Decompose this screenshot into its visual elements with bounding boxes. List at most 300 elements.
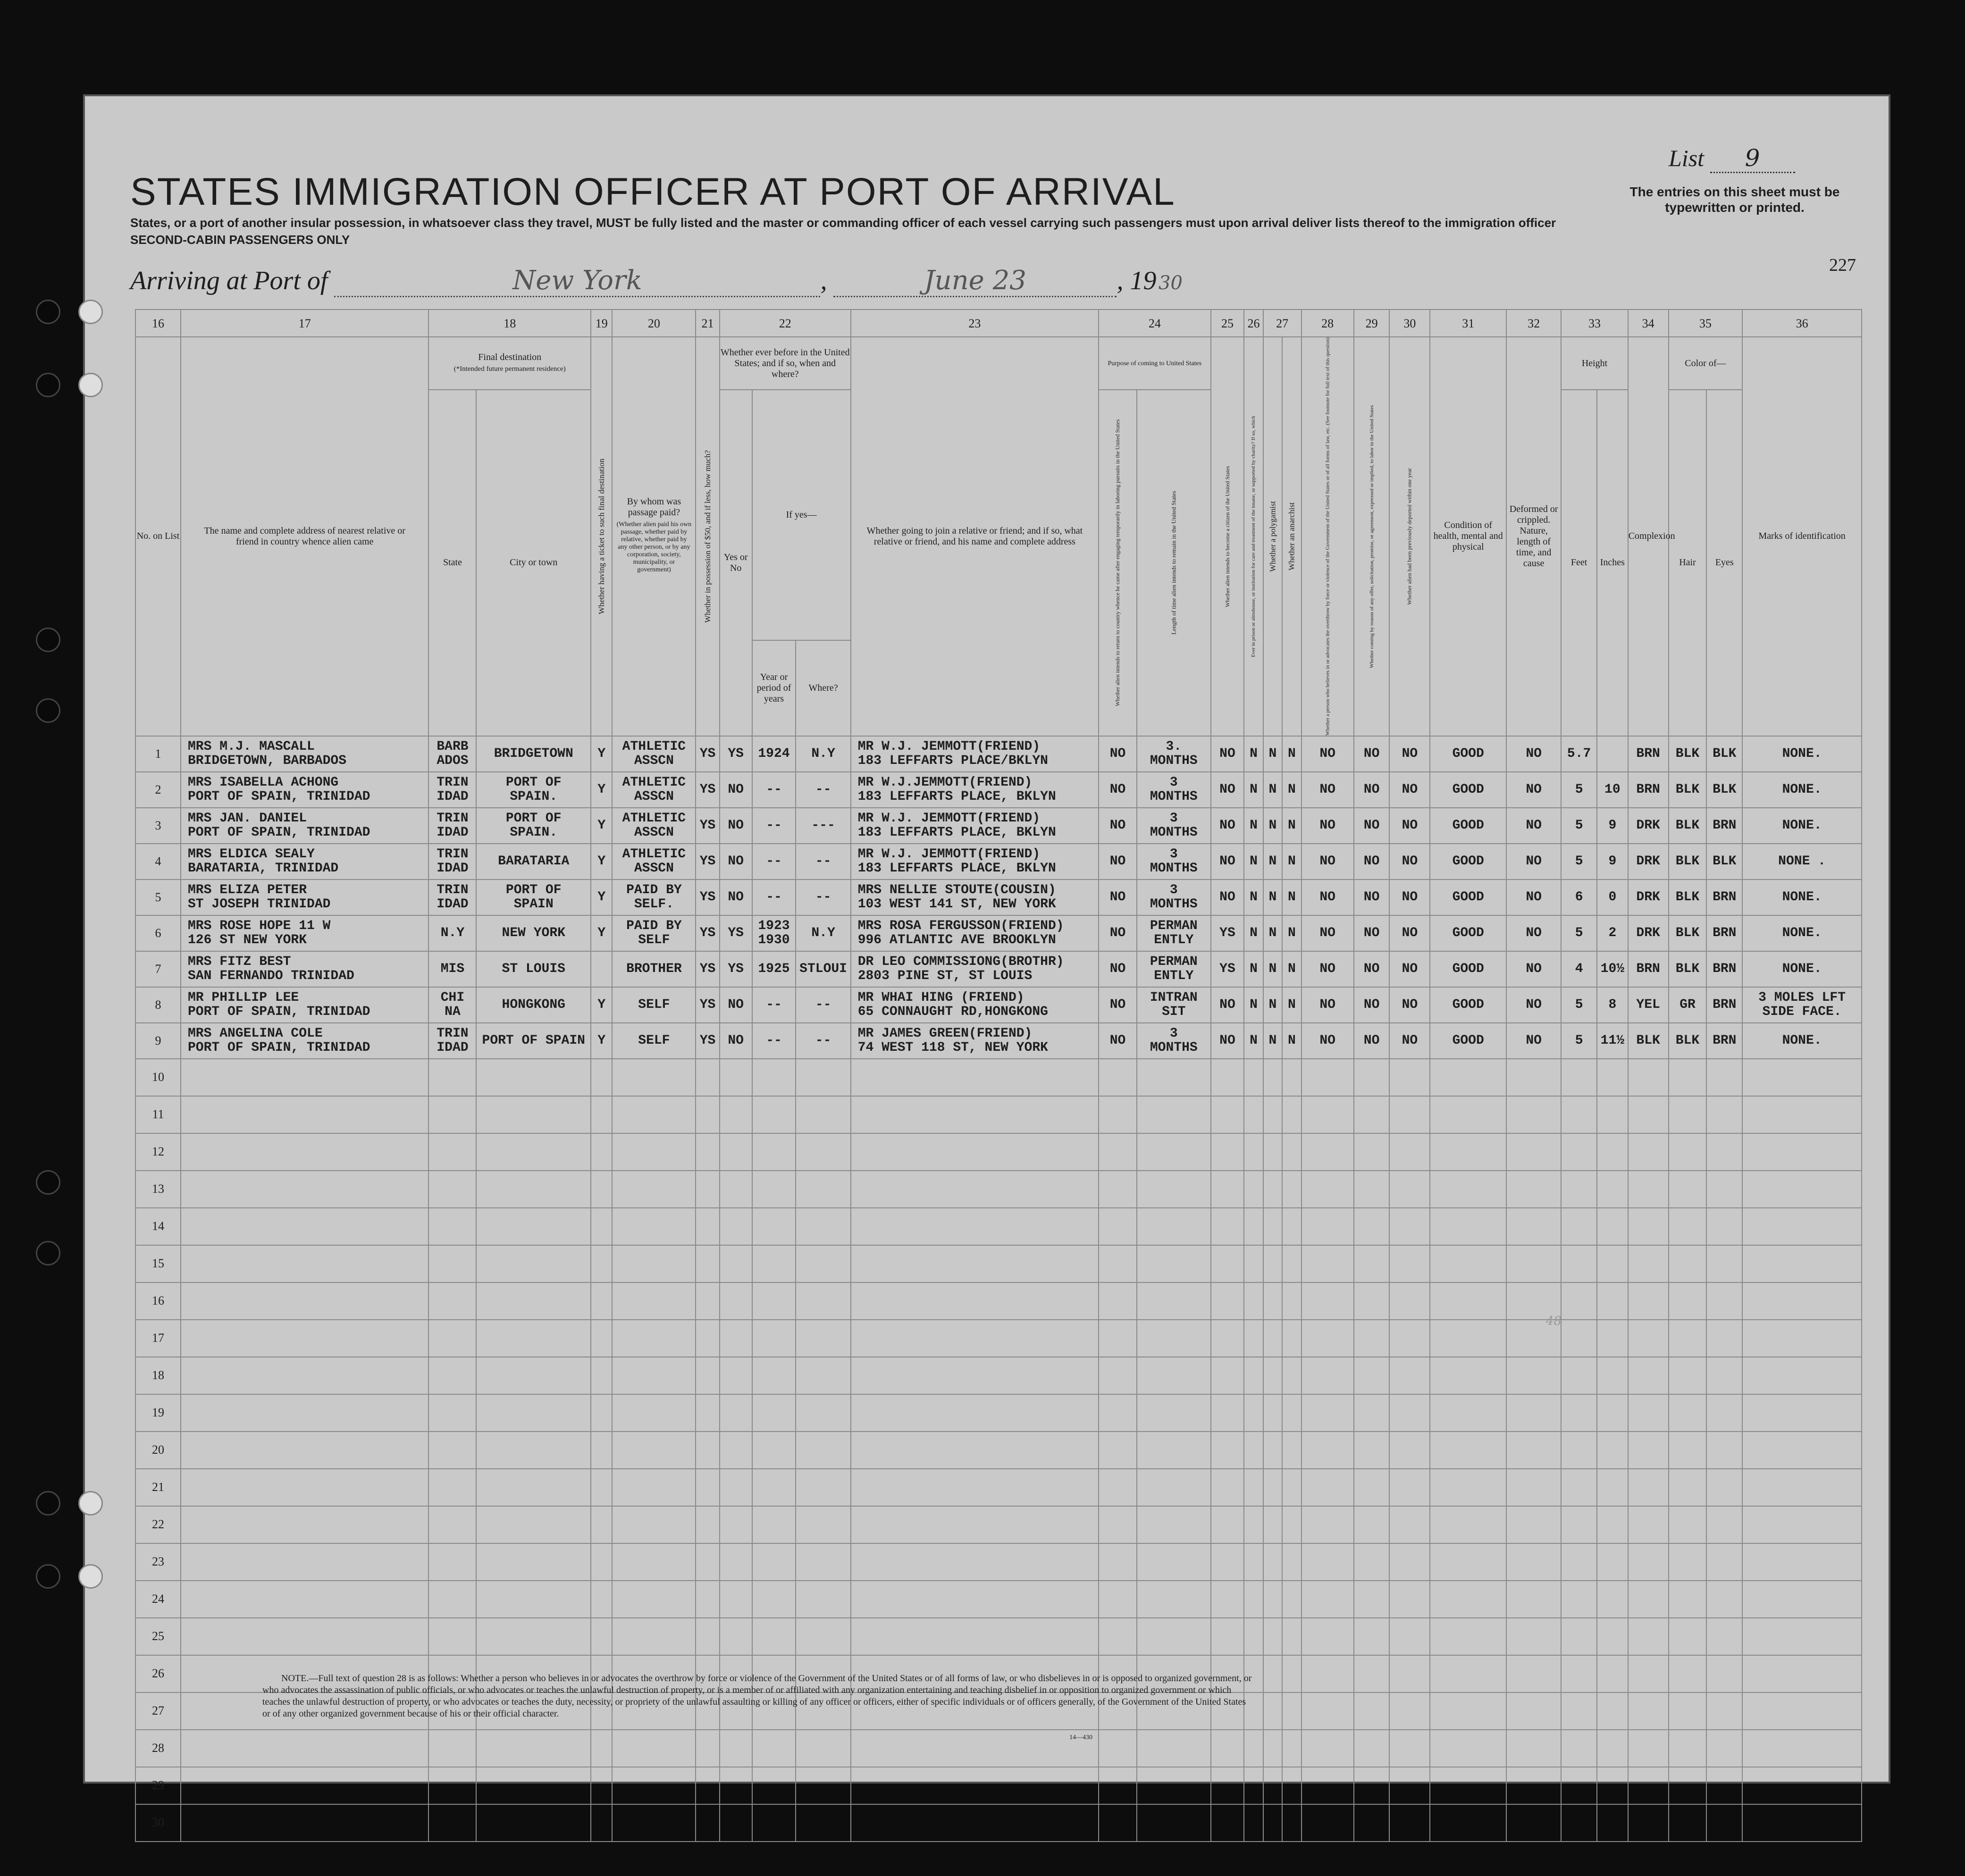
empty-cell xyxy=(1282,1320,1301,1357)
empty-cell xyxy=(1742,1357,1862,1394)
empty-cell xyxy=(1742,1208,1862,1245)
header-feet: Feet xyxy=(1561,390,1597,736)
empty-row xyxy=(135,1394,1862,1432)
paid-by-cell: BROTHER xyxy=(612,951,696,987)
row-number: 7 xyxy=(135,951,181,987)
empty-cell xyxy=(1706,1245,1742,1282)
empty-cell xyxy=(1263,1618,1282,1655)
empty-cell xyxy=(1561,1357,1597,1394)
empty-cell xyxy=(1669,1432,1707,1469)
empty-cell xyxy=(1244,1394,1263,1432)
header-relative-home: The name and complete address of nearest relative or friend in country whence alien came xyxy=(181,337,428,736)
empty-cell xyxy=(1302,1469,1354,1506)
empty-row xyxy=(135,1320,1862,1357)
empty-cell xyxy=(1263,1394,1282,1432)
empty-cell xyxy=(851,1357,1099,1394)
header-if-yes: If yes— xyxy=(752,390,851,640)
list-box xyxy=(1669,144,1795,173)
citizen-cell: NO xyxy=(1211,772,1244,808)
empty-cell xyxy=(1137,1543,1211,1581)
empty-cell xyxy=(612,1096,696,1133)
empty-cell xyxy=(1282,1730,1301,1767)
header-purpose-length: Length of time alien intends to remain in the United States xyxy=(1137,390,1211,736)
row-number: 27 xyxy=(135,1692,181,1730)
row-number: 25 xyxy=(135,1618,181,1655)
year-cell: -- xyxy=(752,1023,796,1059)
empty-cell xyxy=(1137,1059,1211,1096)
where-cell: N.Y xyxy=(796,736,850,772)
empty-cell xyxy=(1669,1357,1707,1394)
empty-cell xyxy=(720,1506,752,1543)
row-number: 20 xyxy=(135,1432,181,1469)
empty-cell xyxy=(1099,1394,1137,1432)
col-num: 23 xyxy=(851,310,1099,337)
table-row xyxy=(135,844,1862,879)
empty-cell xyxy=(1099,1320,1137,1357)
row-number: 21 xyxy=(135,1469,181,1506)
empty-cell xyxy=(696,1208,720,1245)
empty-cell xyxy=(1263,1655,1282,1692)
empty-cell xyxy=(428,1394,476,1432)
empty-cell xyxy=(1628,1432,1669,1469)
row-number: 24 xyxy=(135,1581,181,1618)
empty-cell xyxy=(1561,1543,1597,1581)
empty-cell xyxy=(1628,1506,1669,1543)
empty-cell xyxy=(591,1059,612,1096)
empty-cell xyxy=(1354,1692,1390,1730)
empty-cell xyxy=(1302,1245,1354,1282)
relative-address: MRS FITZ BEST SAN FERNANDO TRINIDAD xyxy=(181,951,428,987)
empty-cell xyxy=(612,1208,696,1245)
empty-cell xyxy=(1389,1767,1430,1804)
paid-by-cell: SELF xyxy=(612,987,696,1023)
empty-cell xyxy=(1302,1171,1354,1208)
empty-cell xyxy=(591,1581,612,1618)
paid-by-cell: ATHLETIC ASSCN xyxy=(612,844,696,879)
row-number: 22 xyxy=(135,1506,181,1543)
empty-cell xyxy=(1099,1543,1137,1581)
empty-cell xyxy=(720,1208,752,1245)
empty-cell xyxy=(1628,1767,1669,1804)
year-cell: -- xyxy=(752,844,796,879)
empty-cell xyxy=(1211,1730,1244,1767)
empty-cell xyxy=(1628,1133,1669,1171)
header-complexion: Complexion xyxy=(1628,337,1669,736)
empty-cell xyxy=(851,1618,1099,1655)
empty-cell xyxy=(612,1059,696,1096)
q29-cell: NO xyxy=(1354,808,1390,844)
empty-cell xyxy=(591,1432,612,1469)
empty-cell xyxy=(612,1804,696,1842)
empty-cell xyxy=(1506,1133,1561,1171)
empty-cell xyxy=(1302,1804,1354,1842)
empty-cell xyxy=(1430,1357,1506,1394)
where-cell: -- xyxy=(796,879,850,915)
empty-cell xyxy=(1628,1618,1669,1655)
empty-cell xyxy=(1506,1096,1561,1133)
empty-cell xyxy=(1263,1245,1282,1282)
empty-cell xyxy=(1244,1320,1263,1357)
eyes-cell: BRN xyxy=(1706,808,1742,844)
empty-cell xyxy=(1137,1581,1211,1618)
return-cell: NO xyxy=(1099,1023,1137,1059)
destination-state: MIS xyxy=(428,951,476,987)
empty-cell xyxy=(1211,1245,1244,1282)
final-destination-note: (*Intended future permanent residence) xyxy=(453,365,566,373)
empty-cell xyxy=(1430,1245,1506,1282)
empty-cell xyxy=(1597,1282,1628,1320)
col-num: 32 xyxy=(1506,310,1561,337)
empty-cell xyxy=(1706,1581,1742,1618)
relative-address: MRS ANGELINA COLE PORT OF SPAIN, TRINIDAD xyxy=(181,1023,428,1059)
empty-cell xyxy=(1430,1171,1506,1208)
joining-cell: MR W.J. JEMMOTT(FRIEND) 183 LEFFARTS PLACE, BKLYN xyxy=(851,844,1099,879)
empty-row xyxy=(135,1506,1862,1543)
empty-cell xyxy=(851,1804,1099,1842)
hair-cell: BLK xyxy=(1669,1023,1707,1059)
empty-cell xyxy=(1669,1655,1707,1692)
eyes-cell: BRN xyxy=(1706,987,1742,1023)
empty-cell xyxy=(612,1394,696,1432)
empty-cell xyxy=(1282,1059,1301,1096)
empty-cell xyxy=(696,1171,720,1208)
binder-hole xyxy=(78,1564,103,1589)
deformed-cell: NO xyxy=(1506,772,1561,808)
empty-cell xyxy=(181,1357,428,1394)
header-before-us: Whether ever before in the United States; and if so, when and where? xyxy=(720,337,851,390)
joining-cell: MR JAMES GREEN(FRIEND) 74 WEST 118 ST, NEW YORK xyxy=(851,1023,1099,1059)
empty-cell xyxy=(1244,1208,1263,1245)
table-row xyxy=(135,808,1862,844)
empty-cell xyxy=(720,1767,752,1804)
header-where: Where? xyxy=(796,640,850,736)
empty-cell xyxy=(752,1432,796,1469)
prison-cell: N xyxy=(1244,951,1263,987)
list-number: 9 xyxy=(1710,144,1795,173)
col-num: 30 xyxy=(1389,310,1430,337)
q29-cell: NO xyxy=(1354,736,1390,772)
empty-cell xyxy=(1263,1432,1282,1469)
empty-cell xyxy=(591,1357,612,1394)
empty-cell xyxy=(1506,1208,1561,1245)
return-cell: NO xyxy=(1099,808,1137,844)
empty-cell xyxy=(752,1282,796,1320)
q29-cell: NO xyxy=(1354,772,1390,808)
destination-city: PORT OF SPAIN xyxy=(476,1023,591,1059)
empty-cell xyxy=(752,1096,796,1133)
row-number: 26 xyxy=(135,1655,181,1692)
empty-cell xyxy=(428,1581,476,1618)
anarchist-cell: N xyxy=(1282,736,1301,772)
empty-cell xyxy=(1597,1804,1628,1842)
empty-cell xyxy=(1302,1394,1354,1432)
empty-cell xyxy=(1263,1357,1282,1394)
empty-cell xyxy=(1706,1133,1742,1171)
empty-cell xyxy=(1742,1581,1862,1618)
empty-cell xyxy=(1597,1730,1628,1767)
deformed-cell: NO xyxy=(1506,736,1561,772)
joining-cell: MR WHAI HING (FRIEND) 65 CONNAUGHT RD,HONGKONG xyxy=(851,987,1099,1023)
money-cell: YS xyxy=(696,987,720,1023)
empty-cell xyxy=(1597,1059,1628,1096)
header-prison: Ever in prison or almshouse, or institution for care and treatment of the insane, or supported by charity? If so, which xyxy=(1244,337,1263,736)
empty-cell xyxy=(1282,1692,1301,1730)
empty-cell xyxy=(1282,1096,1301,1133)
empty-cell xyxy=(1137,1282,1211,1320)
header-polygamist: Whether a polygamist xyxy=(1263,337,1282,736)
header-purpose-return: Whether alien intends to return to country whence he came after engaging temporarily in laboring pursuits in the United States xyxy=(1099,390,1137,736)
empty-cell xyxy=(181,1096,428,1133)
relative-address: MRS M.J. MASCALL BRIDGETOWN, BARBADOS xyxy=(181,736,428,772)
empty-cell xyxy=(796,1767,850,1804)
empty-cell xyxy=(1506,1506,1561,1543)
empty-cell xyxy=(752,1171,796,1208)
empty-cell xyxy=(1354,1730,1390,1767)
binder-hole xyxy=(36,300,60,324)
empty-cell xyxy=(1302,1692,1354,1730)
header-anarchist: Whether an anarchist xyxy=(1282,337,1301,736)
empty-cell xyxy=(1389,1320,1430,1357)
empty-cell xyxy=(1706,1208,1742,1245)
q28-cell: NO xyxy=(1302,808,1354,844)
empty-cell xyxy=(1430,1618,1506,1655)
row-number: 8 xyxy=(135,987,181,1023)
empty-cell xyxy=(1389,1655,1430,1692)
empty-cell xyxy=(1628,1208,1669,1245)
empty-cell xyxy=(1742,1469,1862,1506)
relative-address: MRS ISABELLA ACHONG PORT OF SPAIN, TRINIDAD xyxy=(181,772,428,808)
health-cell: GOOD xyxy=(1430,951,1506,987)
empty-cell xyxy=(1628,1692,1669,1730)
eyes-cell: BRN xyxy=(1706,951,1742,987)
empty-cell xyxy=(1506,1469,1561,1506)
empty-cell xyxy=(851,1171,1099,1208)
empty-row xyxy=(135,1059,1862,1096)
length-cell: PERMAN ENTLY xyxy=(1137,951,1211,987)
paid-by-cell: SELF xyxy=(612,1023,696,1059)
empty-cell xyxy=(612,1320,696,1357)
empty-cell xyxy=(1597,1171,1628,1208)
empty-cell xyxy=(1628,1581,1669,1618)
destination-city: BARATARIA xyxy=(476,844,591,879)
polygamist-cell: N xyxy=(1263,879,1282,915)
destination-city: PORT OF SPAIN. xyxy=(476,808,591,844)
empty-cell xyxy=(591,1506,612,1543)
table-row xyxy=(135,736,1862,772)
empty-cell xyxy=(1706,1692,1742,1730)
empty-cell xyxy=(612,1506,696,1543)
empty-cell xyxy=(428,1133,476,1171)
empty-cell xyxy=(1099,1804,1137,1842)
empty-cell xyxy=(720,1059,752,1096)
year-cell: -- xyxy=(752,987,796,1023)
empty-cell xyxy=(1263,1767,1282,1804)
deformed-cell: NO xyxy=(1506,915,1561,951)
empty-cell xyxy=(1742,1692,1862,1730)
header-marks: Marks of identification xyxy=(1742,337,1862,736)
binder-hole xyxy=(36,1241,60,1265)
q30-cell: NO xyxy=(1389,879,1430,915)
empty-cell xyxy=(1506,1394,1561,1432)
empty-cell xyxy=(1742,1432,1862,1469)
empty-cell xyxy=(1211,1767,1244,1804)
empty-cell xyxy=(1430,1581,1506,1618)
empty-cell xyxy=(851,1581,1099,1618)
empty-cell xyxy=(752,1767,796,1804)
feet-cell: 5 xyxy=(1561,1023,1597,1059)
empty-row xyxy=(135,1730,1862,1767)
empty-cell xyxy=(476,1804,591,1842)
empty-cell xyxy=(1099,1357,1137,1394)
deformed-cell: NO xyxy=(1506,987,1561,1023)
empty-cell xyxy=(1742,1245,1862,1282)
empty-cell xyxy=(181,1469,428,1506)
empty-cell xyxy=(428,1171,476,1208)
empty-cell xyxy=(1669,1618,1707,1655)
arrival-date: June 23 xyxy=(833,265,1117,297)
empty-cell xyxy=(752,1804,796,1842)
empty-cell xyxy=(1282,1171,1301,1208)
empty-cell xyxy=(1099,1096,1137,1133)
hair-cell: BLK xyxy=(1669,879,1707,915)
empty-cell xyxy=(591,1320,612,1357)
prison-cell: N xyxy=(1244,1023,1263,1059)
q28-cell: NO xyxy=(1302,844,1354,879)
empty-cell xyxy=(1099,1618,1137,1655)
empty-cell xyxy=(752,1506,796,1543)
q28-cell: NO xyxy=(1302,915,1354,951)
empty-cell xyxy=(851,1096,1099,1133)
empty-cell xyxy=(181,1208,428,1245)
empty-cell xyxy=(1706,1096,1742,1133)
col-num: 31 xyxy=(1430,310,1506,337)
empty-cell xyxy=(1669,1320,1707,1357)
empty-cell xyxy=(1099,1506,1137,1543)
empty-cell xyxy=(1389,1506,1430,1543)
empty-cell xyxy=(1137,1394,1211,1432)
q29-cell: NO xyxy=(1354,844,1390,879)
empty-cell xyxy=(1263,1208,1282,1245)
empty-cell xyxy=(796,1357,850,1394)
inches-cell: 10 xyxy=(1597,772,1628,808)
empty-cell xyxy=(1099,1469,1137,1506)
empty-cell xyxy=(796,1320,850,1357)
empty-cell xyxy=(1244,1282,1263,1320)
col-num: 29 xyxy=(1354,310,1390,337)
empty-cell xyxy=(1669,1730,1707,1767)
empty-cell xyxy=(851,1432,1099,1469)
empty-cell xyxy=(1211,1171,1244,1208)
empty-cell xyxy=(1282,1282,1301,1320)
row-number: 5 xyxy=(135,879,181,915)
inches-cell: 2 xyxy=(1597,915,1628,951)
empty-cell xyxy=(181,1432,428,1469)
joining-cell: MRS ROSA FERGUSSON(FRIEND) 996 ATLANTIC AVE BROOKLYN xyxy=(851,915,1099,951)
empty-cell xyxy=(1354,1581,1390,1618)
prison-cell: N xyxy=(1244,736,1263,772)
anarchist-cell: N xyxy=(1282,951,1301,987)
empty-cell xyxy=(1244,1618,1263,1655)
health-cell: GOOD xyxy=(1430,1023,1506,1059)
empty-row xyxy=(135,1208,1862,1245)
entries-note: The entries on this sheet must be typewritten or printed. xyxy=(1629,184,1840,215)
money-cell: YS xyxy=(696,808,720,844)
empty-cell xyxy=(1389,1432,1430,1469)
paid-by-cell: ATHLETIC ASSCN xyxy=(612,772,696,808)
empty-cell xyxy=(1211,1618,1244,1655)
empty-cell xyxy=(1282,1767,1301,1804)
q28-cell: NO xyxy=(1302,879,1354,915)
empty-cell xyxy=(428,1618,476,1655)
empty-cell xyxy=(1263,1730,1282,1767)
empty-cell xyxy=(1137,1469,1211,1506)
empty-cell xyxy=(1706,1767,1742,1804)
empty-cell xyxy=(1742,1133,1862,1171)
year-cell: -- xyxy=(752,879,796,915)
empty-cell xyxy=(428,1208,476,1245)
binder-hole xyxy=(78,300,103,324)
citizen-cell: NO xyxy=(1211,879,1244,915)
empty-cell xyxy=(591,1282,612,1320)
empty-cell xyxy=(1597,1432,1628,1469)
empty-cell xyxy=(1137,1320,1211,1357)
empty-cell xyxy=(1282,1469,1301,1506)
empty-cell xyxy=(1706,1357,1742,1394)
list-label: List xyxy=(1669,145,1705,171)
q30-cell: NO xyxy=(1389,915,1430,951)
empty-cell xyxy=(720,1432,752,1469)
empty-cell xyxy=(476,1469,591,1506)
marks-cell: 3 MOLES LFT SIDE FACE. xyxy=(1742,987,1862,1023)
empty-cell xyxy=(1597,1506,1628,1543)
col-num: 24 xyxy=(1099,310,1210,337)
empty-cell xyxy=(851,1394,1099,1432)
empty-cell xyxy=(1742,1282,1862,1320)
destination-state: TRIN IDAD xyxy=(428,808,476,844)
empty-cell xyxy=(476,1059,591,1096)
binder-hole xyxy=(36,1564,60,1589)
joining-cell: MR W.J.JEMMOTT(FRIEND) 183 LEFFARTS PLACE, BKLYN xyxy=(851,772,1099,808)
row-number: 29 xyxy=(135,1767,181,1804)
empty-cell xyxy=(1302,1357,1354,1394)
empty-cell xyxy=(1597,1394,1628,1432)
empty-cell xyxy=(428,1059,476,1096)
complexion-cell: DRK xyxy=(1628,844,1669,879)
eyes-cell: BLK xyxy=(1706,772,1742,808)
empty-cell xyxy=(1354,1171,1390,1208)
relative-address: MRS ROSE HOPE 11 W 126 ST NEW YORK xyxy=(181,915,428,951)
empty-cell xyxy=(1669,1096,1707,1133)
money-cell: YS xyxy=(696,1023,720,1059)
empty-cell xyxy=(1669,1767,1707,1804)
health-cell: GOOD xyxy=(1430,772,1506,808)
return-cell: NO xyxy=(1099,915,1137,951)
return-cell: NO xyxy=(1099,879,1137,915)
before-us-cell: NO xyxy=(720,808,752,844)
polygamist-cell: N xyxy=(1263,808,1282,844)
empty-cell xyxy=(1263,1581,1282,1618)
ticket-cell xyxy=(591,951,612,987)
prison-cell: N xyxy=(1244,987,1263,1023)
empty-cell xyxy=(591,1469,612,1506)
complexion-cell: DRK xyxy=(1628,915,1669,951)
empty-cell xyxy=(1706,1320,1742,1357)
citizen-cell: NO xyxy=(1211,987,1244,1023)
empty-cell xyxy=(1628,1469,1669,1506)
empty-cell xyxy=(1211,1543,1244,1581)
empty-cell xyxy=(476,1394,591,1432)
empty-cell xyxy=(752,1320,796,1357)
